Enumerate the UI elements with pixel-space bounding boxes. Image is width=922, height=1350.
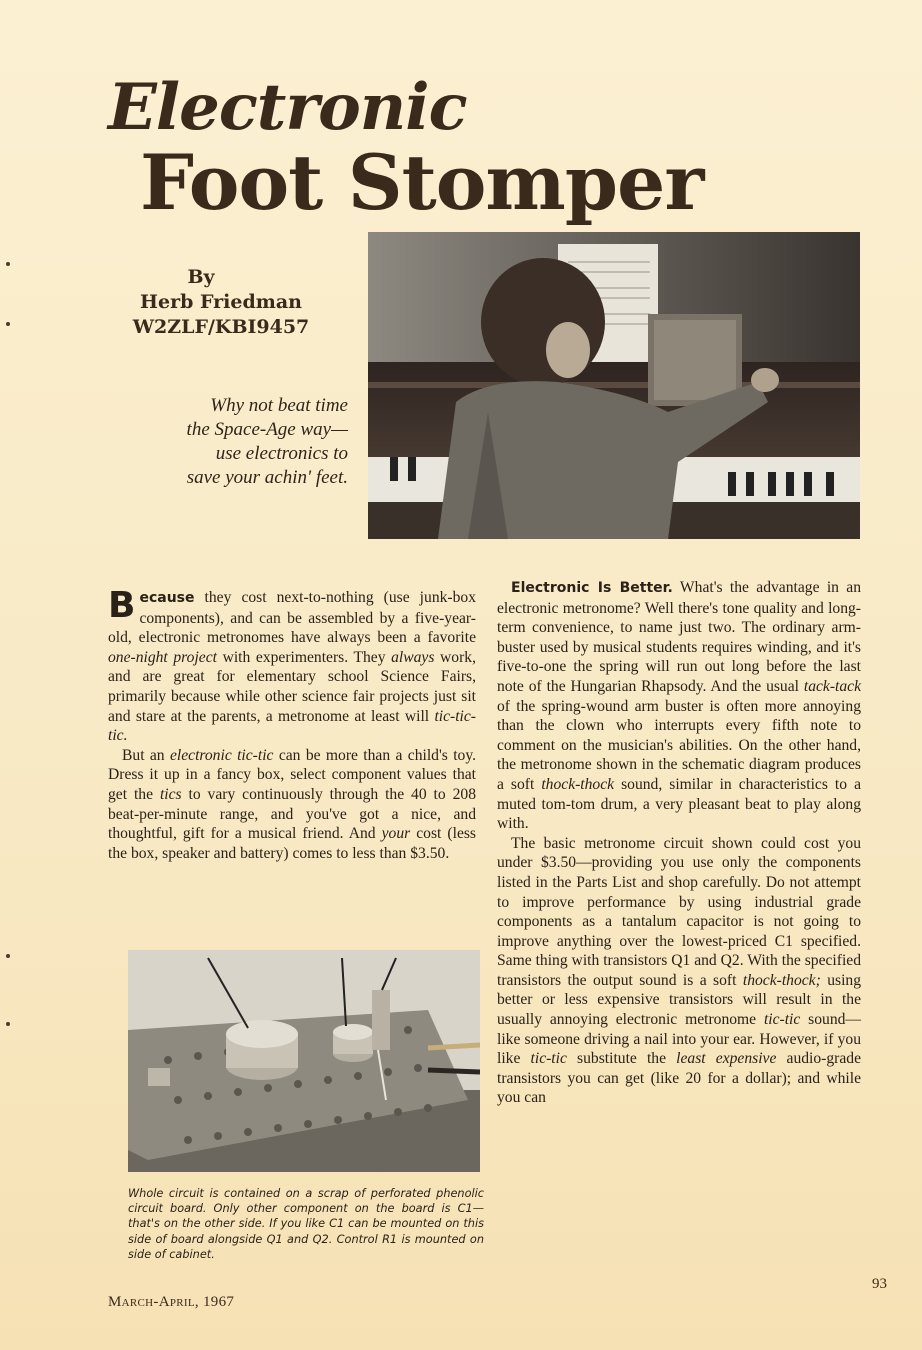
subtitle-line: save your achin' feet. (186, 467, 348, 488)
emphasis: tack-tack (803, 677, 861, 695)
paragraph (108, 746, 476, 864)
text-run: sound, similar in characteristics to a muted tom-tom drum, a very pleasant beat to play along with. (497, 775, 861, 833)
emphasis: tic-tic (763, 1011, 801, 1029)
text-run: sound—like someone driving a nail into your ear. However, if you like (497, 1011, 862, 1068)
lead-in: ecause (139, 590, 195, 606)
text-run: they cost next-to-nothing (use junk-box components), and can be assembled by a five-year-old, electronic metronomes have always been a favorite (108, 589, 476, 647)
byline-author: Herb Friedman (140, 291, 302, 313)
paragraph (497, 578, 861, 834)
text-run: audio-grade transistors you can get (like 20 for a dollar); and while you can (497, 1050, 861, 1107)
photo-boy-at-piano (368, 232, 860, 539)
margin-speck (6, 1022, 10, 1026)
text-run: with experimenters. They (216, 648, 392, 666)
paragraph (497, 834, 861, 1108)
text-run: of the spring-wound arm buster is often more annoying than the clown who interrupts every fifth note to comment on the musician's abilities. On the other hand, the metronome shown in the schematic diagram produces a soft (497, 697, 861, 793)
emphasis: least expensive (676, 1050, 777, 1068)
emphasis: thock-thock; (742, 971, 821, 989)
text-run: substitute the (566, 1050, 677, 1068)
emphasis: electronic tic-tic (169, 746, 274, 764)
text-run: The basic metronome circuit shown could cost you under $3.50—providing you use only the components listed in the Parts List and shop carefully. Do not attempt to improve performance by using industrial grade components as a tantalum capacitor is not going to improve anything over the lowest-priced C1 specified. Same thing with transistors Q1 and Q2. With the specified transistors the output sound is a soft (497, 834, 861, 989)
title-line-2: Foot Stomper (140, 138, 704, 227)
emphasis: tics (159, 785, 182, 803)
margin-speck (6, 262, 10, 266)
text-run: cost (less the box, speaker and battery) comes to less than $3.50. (108, 825, 477, 862)
byline (90, 265, 352, 340)
issue-date: March-April, 1967 (108, 1294, 235, 1310)
page-number: 93 (872, 1276, 887, 1292)
text-run: can be more than a child's toy. Dress it up in a fancy box, select component values that get the (108, 746, 477, 803)
emphasis: always (391, 648, 435, 666)
emphasis: thock-thock (541, 775, 615, 793)
emphasis: one-night project (108, 648, 217, 666)
emphasis: your (381, 825, 411, 843)
margin-speck (6, 322, 10, 326)
text-run: work, and are great for elementary school Science Fairs, primarily because while other science fair projects just sit and stare at the parents, a metronome at least will (108, 648, 476, 725)
body-column-right (497, 578, 861, 1108)
title-line-1: Electronic (108, 70, 467, 145)
subtitle-line: use electronics to (215, 443, 348, 464)
byline-callsign: W2ZLF/KBI9457 (132, 316, 310, 338)
subtitle-line: Why not beat time (210, 395, 348, 416)
body-column-left (108, 585, 477, 863)
photo-circuit-board (128, 950, 480, 1172)
text-run: to vary continuously through the 40 to 208 beat-per-minute range, and you've got a nice, and thoughtful, gift for a musical friend. And (108, 785, 476, 843)
byline-by: By (187, 266, 215, 288)
margin-speck (6, 954, 10, 958)
drop-cap: B (108, 585, 136, 626)
paragraph (108, 585, 476, 746)
subtitle (120, 394, 348, 490)
photo-caption: Whole circuit is contained on a scrap of perforated phenolic circuit board. Only other component on the board is C1—that's on the other side. If you like C1 can be mounted on this side of board alongside Q1 and Q2. Control R1 is mounted on side of cabinet. (128, 1187, 484, 1261)
subtitle-line: the Space-Age way— (186, 419, 348, 440)
text-run: But an (122, 746, 170, 764)
emphasis: tic-tic-tic. (108, 707, 476, 745)
section-heading: Electronic Is Better. (511, 580, 673, 596)
text-run: using better or less expensive transistors will result in the usually annoying electronic metronome (497, 971, 861, 1029)
emphasis: tic-tic (530, 1050, 567, 1068)
text-run: What's the advantage in an electronic metronome? Well there's tone quality and long-term convenience, to name just two. The ordinary arm-buster used by musical students requires winding, and it's five-to-one the spring will run out long before the last note of the Hungarian Rhapsody. And the usual (497, 579, 862, 695)
